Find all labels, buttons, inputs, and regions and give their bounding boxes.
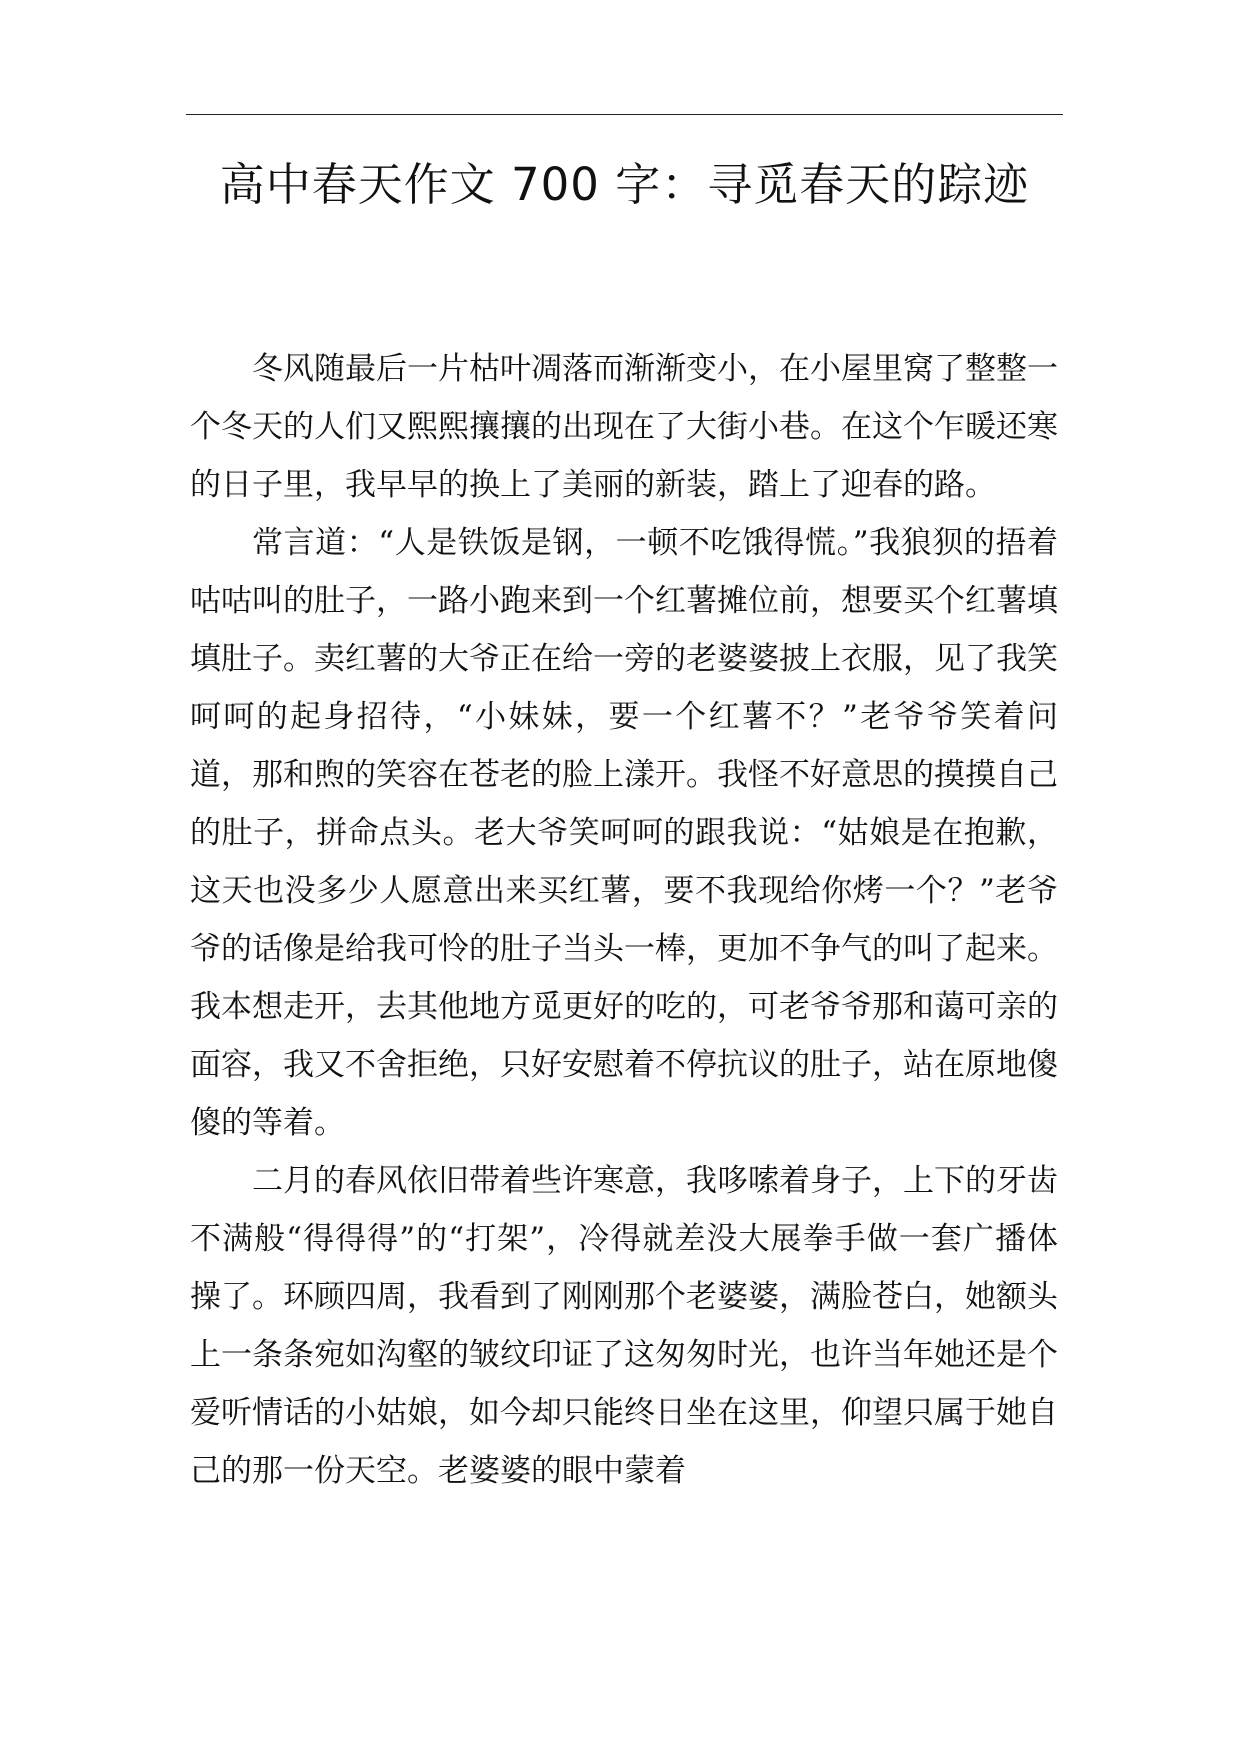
paragraph-2: 常言道：“人是铁饭是钢，一顿不吃饿得慌。”我狼狈的捂着咕咕叫的肚子，一路小跑来到一个红薯摊位前，想要买个红薯填填肚子。卖红薯的大爷正在给一旁的老婆婆披上衣服，见了我笑呵呵的起身招待，“小妹妹，要一个红薯不？”老爷爷笑着问道，那和煦的笑容在苍老的脸上漾开。我怪不好意思的摸摸自己的肚子，拼命点头。老大爷笑呵呵的跟我说：“姑娘是在抱歉，这天也没多少人愿意出来买红薯，要不我现给你烤一个？”老爷爷的话像是给我可怜的肚子当头一棒，更加不争气的叫了起来。我本想走开，去其他地方觅更好的吃的，可老爷爷那和蔼可亲的面容，我又不舍拒绝，只好安慰着不停抗议的肚子，站在原地傻傻的等着。 (190, 525, 1058, 1141)
page-title: 高中春天作文 700 字：寻觅春天的踪迹 (219, 158, 1030, 211)
header-rule (186, 114, 1063, 115)
paragraph-3: 二月的春风依旧带着些许寒意，我哆嗦着身子，上下的牙齿不满般“得得得”的“打架”，冷得就差没大展拳手做一套广播体操了。环顾四周，我看到了刚刚那个老婆婆，满脸苍白，她额头上一条条宛如沟壑的皱纹印证了这匆匆时光，也许当年她还是个爱听情话的小姑娘，如今却只能终日坐在这里，仰望只属于她自己的那一份天空。老婆婆的眼中蒙着 (190, 1163, 1058, 1489)
paragraph-1: 冬风随最后一片枯叶凋落而渐渐变小，在小屋里窝了整整一个冬天的人们又熙熙攘攘的出现在了大街小巷。在这个乍暖还寒的日子里，我早早的换上了美丽的新装，踏上了迎春的路。 (190, 351, 1058, 503)
essay-body (190, 340, 1058, 1500)
